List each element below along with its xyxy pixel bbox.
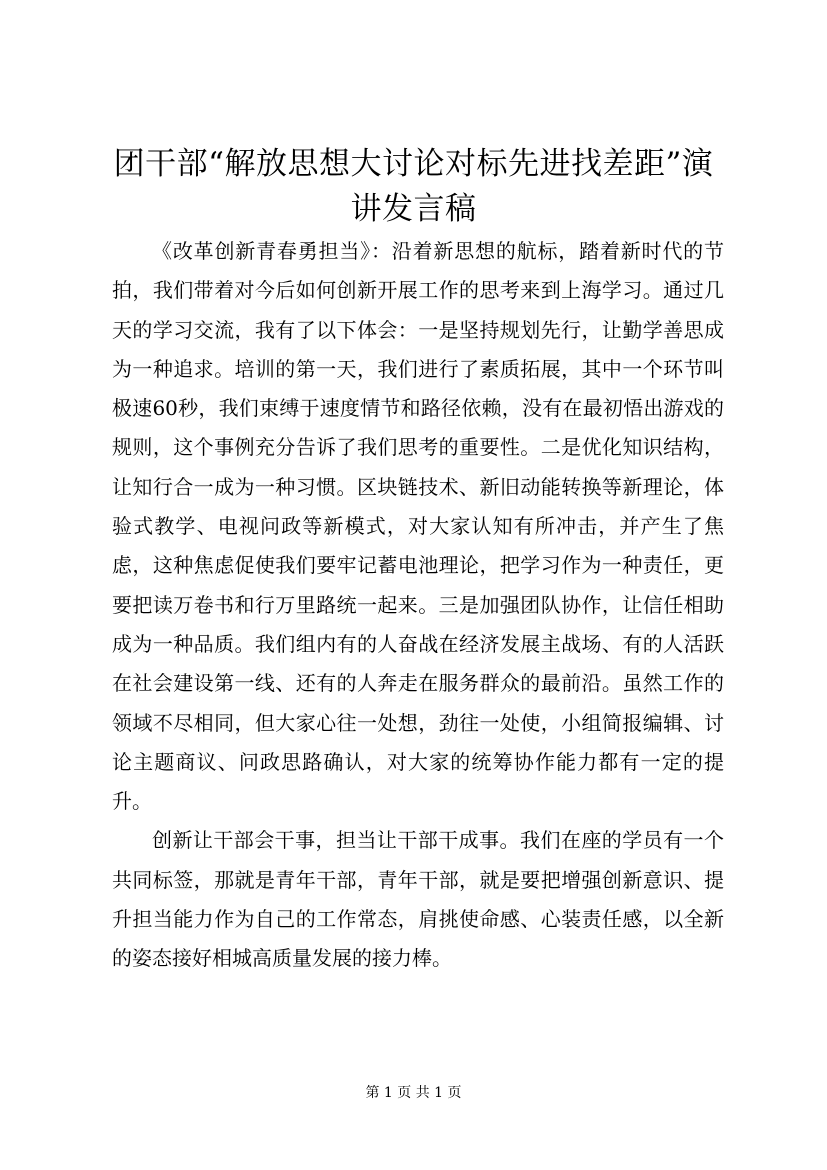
page-number-footer: 第 1 页 共 1 页 — [365, 1085, 462, 1101]
document-body — [112, 232, 724, 979]
body-paragraph-2: 创新让干部会干事，担当让干部干成事。我们在座的学员有一个共同标签，那就是青年干部，青年干部，就是要把增强创新意识、提升担当能力作为自己的工作常态，肩挑使命感、心装责任感，以全新的姿态接好相城高质量发展的接力棒。 — [112, 828, 724, 971]
document-title: 团干部“解放思想大讨论对标先进找差距”演讲发言稿 — [113, 146, 714, 227]
body-paragraph-1: 《改革创新青春勇担当》：沿着新思想的航标，踏着新时代的节拍，我们带着对今后如何创新开展工作的思考来到上海学习。通过几天的学习交流，我有了以下体会：一是坚持规划先行，让勤学善思成为一种追求。培训的第一天，我们进行了素质拓展，其中一个环节叫极速60秒，我们束缚于速度情节和路径依赖，没有在最初悟出游戏的规则，这个事例充分告诉了我们思考的重要性。二是优化知识结构，让知行合一成为一种习惯。区块链技术、新旧动能转换等新理论，体验式教学、电视问政等新模式，对大家认知有所冲击，并产生了焦虑，这种焦虑促使我们要牢记蓄电池理论，把学习作为一种责任，更要把读万卷书和行万里路统一起来。三是加强团队协作，让信任相助成为一种品质。我们组内有的人奋战在经济发展主战场、有的人活跃在社会建设第一线、还有的人奔走在服务群众的最前沿。虽然工作的领域不尽相同，但大家心往一处想，劲往一处使，小组简报编辑、讨论主题商议、问政思路确认，对大家的统筹协作能力都有一定的提升。 — [112, 239, 724, 814]
